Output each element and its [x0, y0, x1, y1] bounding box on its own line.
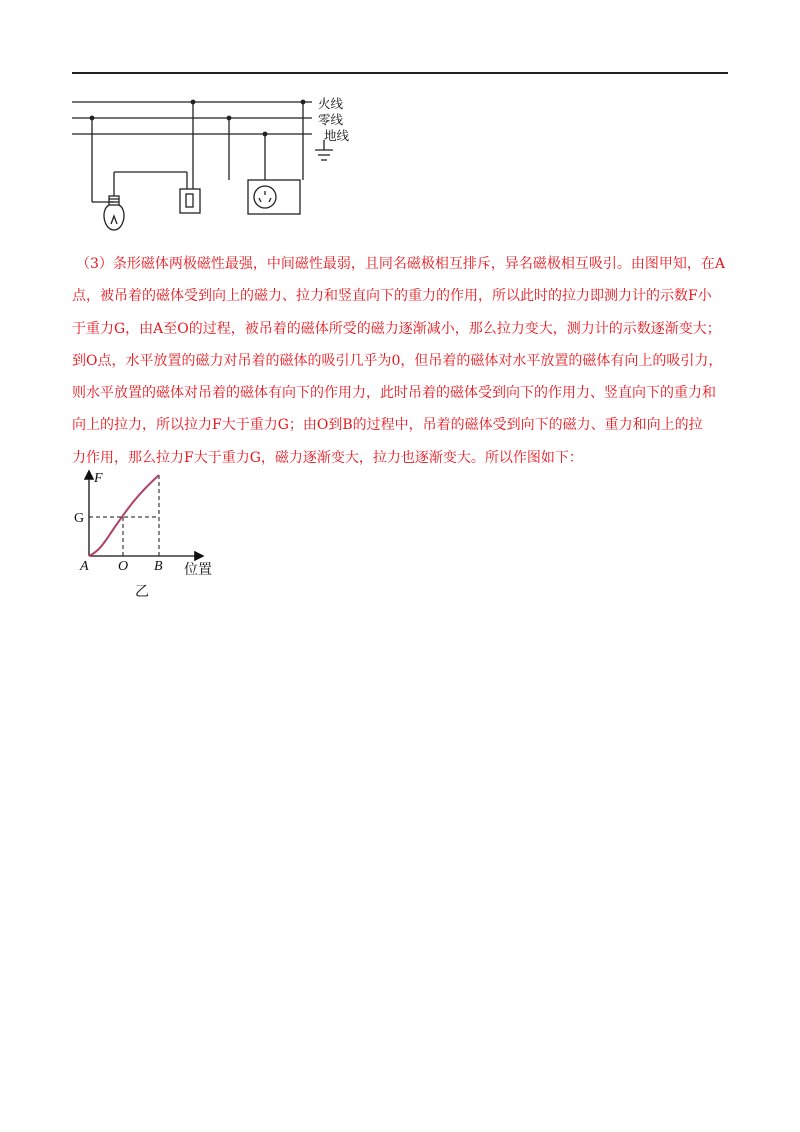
- solution-line: 点，被吊着的磁体受到向上的磁力、拉力和竖直向下的重力的作用，所以此时的拉力即测力计的示数F小: [72, 288, 712, 305]
- force-position-graph: [72, 468, 222, 603]
- solution-line: （3）条形磁体两极磁性最强，中间磁性最弱，且同名磁极相互排斥，异名磁极相互吸引。由图甲知，在A: [76, 256, 726, 272]
- tick-label-a: A: [80, 559, 89, 574]
- circuit-diagram: [72, 92, 372, 242]
- x-axis-label: 位置: [184, 562, 212, 578]
- y-axis-label: F: [94, 471, 103, 486]
- header-rule: [72, 72, 728, 74]
- live-wire-label: 火线: [318, 96, 344, 111]
- solution-line: 向上的拉力，所以拉力F大于重力G；由O到B的过程中，吊着的磁体受到向下的磁力、重力和向上的拉: [72, 417, 703, 434]
- socket-icon: [248, 180, 300, 214]
- ground-symbol-icon: [315, 140, 333, 160]
- figure-caption: 乙: [135, 584, 149, 600]
- light-bulb-icon: [104, 196, 124, 230]
- g-label: G: [74, 511, 85, 526]
- solution-paragraph: [72, 248, 732, 474]
- tick-label-b: B: [154, 559, 163, 574]
- solution-line: 力作用，那么拉力F大于重力G，磁力逐渐变大，拉力也逐渐变大。所以作图如下：: [72, 449, 583, 466]
- force-curve: [89, 475, 159, 556]
- ground-wire-label: 地线: [324, 128, 350, 143]
- solution-line: 则水平放置的磁体对吊着的磁体有向下的作用力，此时吊着的磁体受到向下的作用力、竖直向下的重力和: [72, 385, 716, 402]
- solution-line: 于重力G，由A至O的过程，被吊着的磁体所受的磁力逐渐减小，那么拉力变大，测力计的示数逐渐变大；: [72, 320, 721, 337]
- tick-label-o: O: [118, 559, 129, 574]
- solution-line: 到O点，水平放置的磁力对吊着的磁体的吸引几乎为0，但吊着的磁体对水平放置的磁体有向上的吸引力，: [72, 352, 723, 369]
- switch-icon: [180, 189, 200, 213]
- neutral-wire-label: 零线: [318, 112, 344, 127]
